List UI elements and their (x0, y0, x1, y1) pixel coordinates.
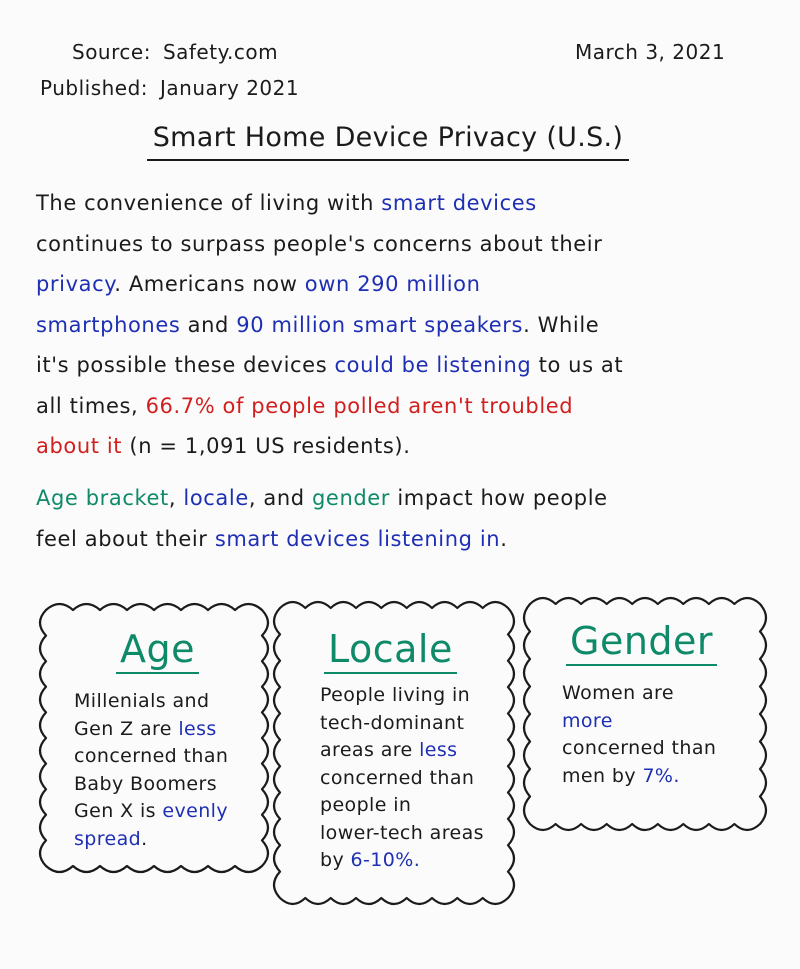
card-line: Baby Boomers (74, 772, 218, 795)
locale-card-title: Locale (324, 630, 457, 674)
text-line (36, 305, 736, 346)
text-fragment: . While (523, 312, 600, 337)
text-fragment: all times, (36, 393, 146, 418)
card-line: Millenials and (74, 690, 210, 712)
highlight-age-bracket: Age bracket (36, 486, 169, 510)
title-wrap (128, 122, 648, 161)
card-line: concerned than (74, 745, 229, 767)
highlight-locale: locale (183, 486, 249, 510)
sample-size-note: (n = 1,091 US residents). (122, 434, 411, 458)
text-fragment: it's possible these devices (36, 353, 335, 377)
age-card-title: Age (116, 630, 199, 674)
text-fragment: Gen Z are (74, 717, 179, 740)
text-fragment: feel about their (36, 526, 215, 551)
highlight-less: less (178, 717, 217, 740)
factors-paragraph (36, 478, 736, 559)
published-line (40, 76, 299, 100)
source-value: Safety.com (162, 40, 279, 64)
card-line (74, 716, 228, 744)
text-line (36, 519, 736, 560)
page-title: Smart Home Device Privacy (U.S.) (147, 122, 630, 161)
highlight-spread: spread (74, 827, 142, 850)
source-label: Source: (72, 40, 151, 64)
intro-paragraph (36, 183, 736, 467)
highlight-7-percent: 7%. (642, 764, 680, 787)
card-line (320, 737, 484, 765)
highlight-poll-result: 66.7% of people polled aren't troubled (145, 393, 574, 418)
gender-card (522, 596, 768, 832)
gender-card-body (562, 680, 716, 790)
card-line: Women are (562, 682, 674, 704)
age-card (38, 602, 270, 874)
published-value: January 2021 (160, 76, 300, 100)
highlight-own-290-million: own 290 million (304, 272, 481, 296)
text-fragment: Gen X is (74, 800, 163, 822)
text-fragment: . (141, 827, 148, 850)
text-line (36, 224, 736, 265)
highlight-smart-devices-listening: smart devices listening in (214, 526, 501, 551)
card-line (74, 798, 228, 826)
locale-card-body (320, 682, 484, 875)
text-fragment: areas are (320, 739, 420, 761)
card-line: tech-dominant (320, 711, 465, 734)
source-line (72, 40, 278, 64)
gender-card-title: Gender (566, 622, 717, 666)
text-fragment: , and (248, 486, 312, 510)
highlight-less: less (419, 739, 458, 761)
text-fragment: and (180, 312, 237, 337)
highlight-poll-result-end: about it (36, 434, 123, 458)
card-line (320, 847, 484, 875)
card-line: people in (320, 794, 412, 816)
text-line (36, 426, 736, 467)
text-fragment: The convenience of living with (36, 191, 382, 215)
text-line (36, 264, 736, 305)
text-line (36, 386, 736, 427)
text-fragment: . (500, 526, 508, 551)
date: March 3, 2021 (575, 40, 726, 64)
card-line: People living in (320, 684, 471, 706)
highlight-could-be-listening: could be listening (334, 353, 532, 377)
highlight-privacy: privacy (36, 272, 115, 296)
card-line: concerned than (320, 766, 475, 789)
highlight-smartphones: smartphones (36, 312, 181, 337)
highlight-evenly: evenly (162, 800, 228, 822)
text-line (36, 345, 736, 386)
card-line (562, 763, 716, 791)
card-line: lower-tech areas (320, 821, 484, 844)
card-line: concerned than (562, 737, 717, 759)
text-fragment: by (320, 849, 351, 871)
highlight-smart-devices: smart devices (381, 191, 537, 215)
age-card-body (74, 688, 228, 853)
card-line (74, 826, 228, 854)
locale-card (272, 600, 516, 906)
text-line (36, 183, 736, 224)
text-fragment: , (168, 486, 184, 510)
text-fragment: men by (562, 764, 643, 787)
text-fragment: continues to surpass people's concerns about their (36, 231, 603, 256)
highlight-smart-speakers: 90 million smart speakers (236, 312, 524, 337)
highlight-gender: gender (312, 486, 391, 510)
text-line (36, 478, 736, 519)
text-fragment: . Americans now (114, 272, 305, 296)
text-fragment: impact how people (390, 486, 608, 510)
highlight-more: more (562, 709, 613, 732)
published-label: Published: (40, 76, 149, 100)
highlight-6-10-percent: 6-10%. (350, 849, 421, 871)
text-fragment: to us at (531, 353, 624, 377)
